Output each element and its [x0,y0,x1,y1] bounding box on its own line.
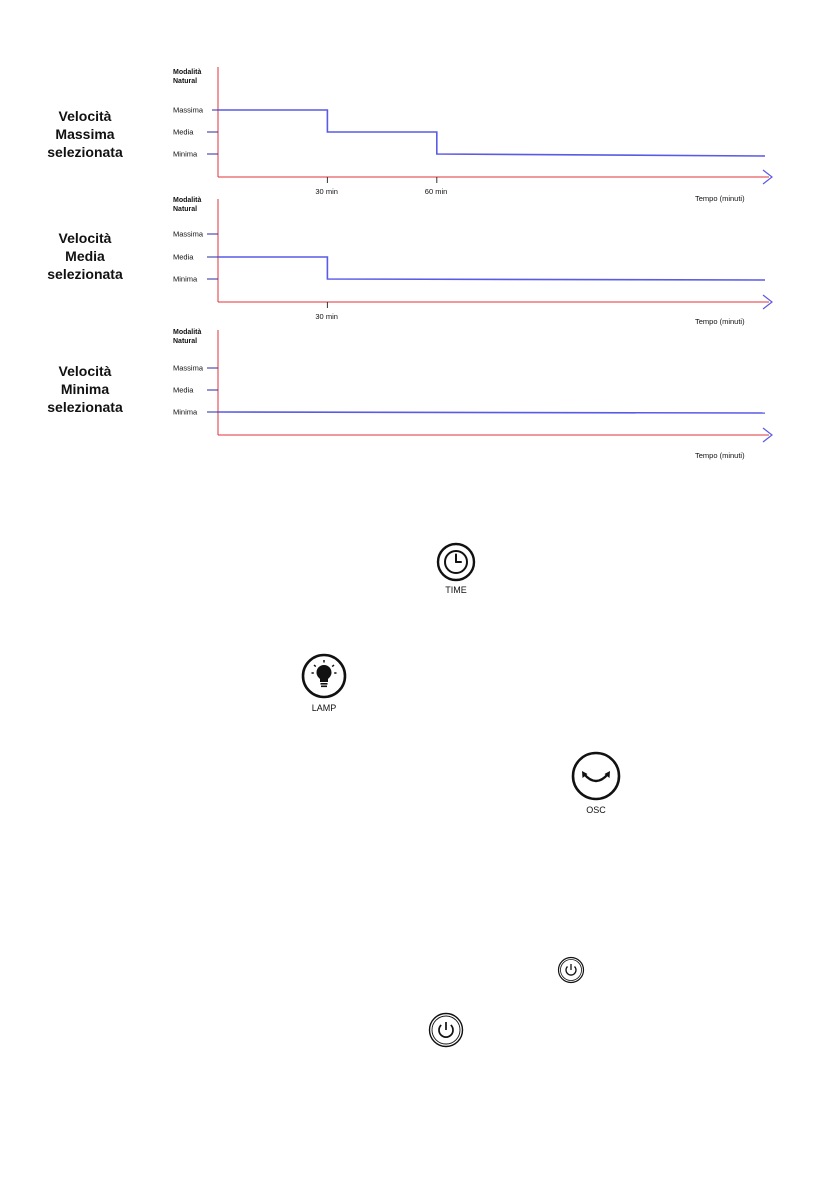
speed-charts [0,0,839,480]
lamp-label: LAMP [311,703,337,713]
power-button-large [427,1012,465,1048]
y-tick-label: Massima [173,105,204,115]
speed-line [218,412,765,413]
speed-line [218,110,765,156]
y-tick-label: Minima [173,149,198,159]
x-axis-label: Tempo (minuti) [695,194,745,203]
speed-line [218,257,765,280]
x-axis-label: Tempo (minuti) [695,451,745,460]
side-label-media: Velocità Media selezionata [47,230,123,282]
side-label-massima: Velocità Massima selezionata [47,108,123,160]
time-button [432,542,480,595]
mode-label: Modalità [173,329,202,336]
mode-label: Modalità [173,69,202,76]
mode-label: Natural [173,206,198,213]
clock-icon [436,542,476,582]
x-tick-label: 30 min [315,312,338,321]
y-tick-label: Massima [173,229,204,239]
lightbulb-icon [300,652,348,700]
y-tick-label: Massima [173,363,204,373]
power-icon [557,956,585,984]
osc-button [568,750,624,815]
x-tick-label: 30 min [315,187,338,196]
mode-label: Natural [173,338,198,345]
osc-label: OSC [586,805,606,815]
x-axis-label: Tempo (minuti) [695,317,745,326]
y-tick-label: Media [173,252,194,262]
time-label: TIME [445,585,467,595]
x-tick-label: 60 min [424,187,448,196]
side-label-minima: Velocità Minima selezionata [47,363,123,415]
power-icon [428,1012,464,1048]
oscillation-icon [570,750,622,802]
y-tick-label: Minima [173,407,198,417]
y-tick-label: Media [173,385,194,395]
power-button-small [556,956,586,984]
mode-label: Natural [173,78,198,85]
y-tick-label: Media [173,127,194,137]
y-tick-label: Minima [173,274,198,284]
lamp-button [299,652,349,713]
mode-label: Modalità [173,197,202,204]
